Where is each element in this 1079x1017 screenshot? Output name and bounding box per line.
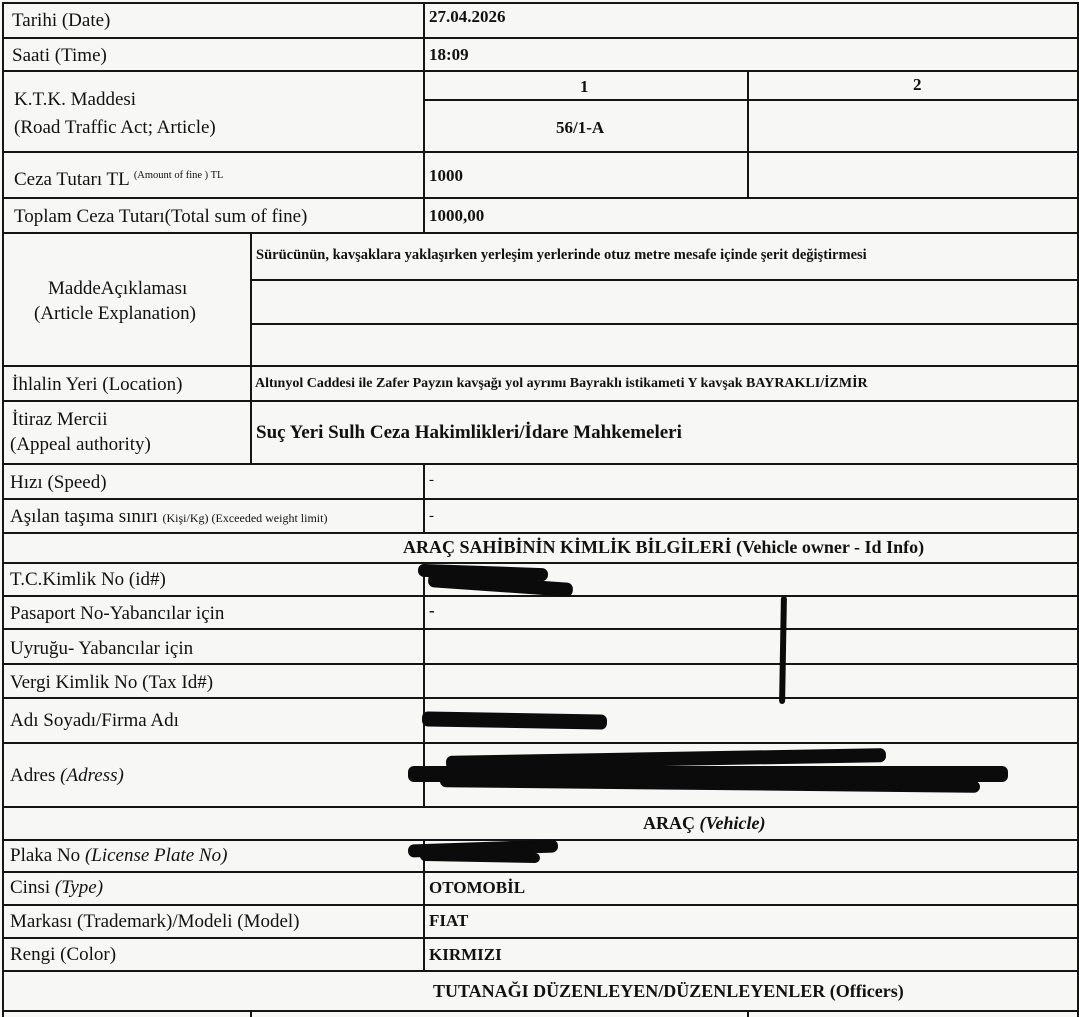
rule (747, 70, 749, 197)
rule (250, 279, 1079, 281)
weight-label (10, 507, 327, 526)
vehicle-section-title-tr: ARAÇ (643, 813, 700, 833)
rule (2, 365, 1079, 367)
vehicle-section-title-en: (Vehicle) (699, 813, 766, 833)
rule (2, 498, 1079, 500)
weight-label-small: (Kişi/Kg) (Exceeded weight limit) (162, 511, 328, 525)
vehicle-color-label: Rengi (Color) (10, 944, 117, 965)
owner-address-label-tr: Adres (10, 765, 61, 786)
owner-address-label-en: (Adress) (60, 765, 124, 786)
rule (250, 1010, 252, 1017)
rule (2, 628, 1079, 630)
speed-value: - (429, 472, 434, 488)
rule (2, 2, 1079, 4)
owner-id-label: T.C.Kimlik No (id#) (10, 569, 166, 590)
appeal-value: Suç Yeri Sulh Ceza Hakimlikleri/İdare Mahkemeleri (256, 422, 682, 443)
rule (2, 937, 1079, 939)
rule (2, 1010, 1079, 1012)
vehicle-brand-value: FIAT (429, 911, 469, 930)
rule (250, 232, 252, 463)
weight-value: - (429, 508, 434, 524)
rule (2, 806, 1079, 808)
article-label-line1: K.T.K. Maddesi (14, 89, 137, 110)
speed-label: Hızı (Speed) (10, 472, 107, 493)
rule (423, 463, 425, 532)
rule (423, 2, 425, 232)
article-col1-value: 56/1-A (556, 118, 605, 137)
vehicle-brand-label: Markası (Trademark)/Modeli (Model) (10, 911, 300, 932)
rule (2, 151, 1079, 153)
rule (2, 37, 1079, 39)
fine-value: 1000 (429, 166, 463, 185)
owner-name-label: Adı Soyadı/Firma Adı (10, 710, 179, 731)
rule (2, 697, 1079, 699)
rule (2, 70, 1079, 72)
article-col2-header: 2 (913, 75, 922, 94)
location-value: Altınyol Caddesi ile Zafer Payzın kavşağı yol ayrımı Bayraklı istikameti Y kavşak BAYRAKLI/İZMİR (255, 376, 868, 391)
location-label: İhlalin Yeri (Location) (12, 374, 183, 395)
rule (2, 595, 1079, 597)
rule (2, 532, 1079, 534)
date-value: 27.04.2026 (429, 7, 506, 26)
rule (2, 871, 1079, 873)
rule (2, 742, 1079, 744)
fine-label-small: (Amount of fine ) TL (133, 170, 224, 181)
time-label: Saati (Time) (12, 45, 107, 66)
vehicle-type-label-tr: Cinsi (10, 877, 55, 898)
vehicle-section-title (643, 814, 765, 832)
rule (747, 1010, 749, 1017)
vehicle-plate-label (10, 846, 227, 865)
vehicle-type-value: OTOMOBİL (429, 878, 526, 897)
owner-address-label (10, 766, 124, 785)
redaction-mark (422, 711, 607, 729)
owner-passport-label: Pasaport No-Yabancılar için (10, 603, 225, 624)
vehicle-type-label (10, 878, 103, 897)
rule (250, 323, 1079, 325)
fine-label (14, 170, 223, 189)
total-value: 1000,00 (429, 206, 485, 225)
redaction-mark (420, 851, 540, 863)
date-label: Tarihi (Date) (12, 10, 111, 31)
owner-passport-value: - (429, 601, 435, 620)
explanation-label-line1: MaddeAçıklaması (48, 278, 188, 299)
vehicle-type-label-en: (Type) (54, 877, 104, 898)
rule (2, 463, 1079, 465)
weight-label-main: Aşılan taşıma sınırı (10, 506, 163, 527)
total-label: Toplam Ceza Tutarı(Total sum of fine) (14, 206, 308, 227)
rule (2, 197, 1079, 199)
owner-nationality-label: Uyruğu- Yabancılar için (10, 638, 194, 659)
time-value: 18:09 (429, 45, 469, 64)
article-col1-header: 1 (580, 77, 589, 96)
explanation-value: Sürücünün, kavşaklara yaklaşırken yerleşim yerlerinde otuz metre mesafe içinde şerit değiştirmesi (256, 247, 867, 263)
rule (2, 663, 1079, 665)
rule (423, 99, 1079, 101)
rule (2, 562, 1079, 564)
rule (2, 904, 1079, 906)
rule (2, 232, 1079, 234)
owner-section-title: ARAÇ SAHİBİNİN KİMLİK BİLGİLERİ (Vehicle owner - Id Info) (403, 537, 925, 557)
appeal-label-line2: (Appeal authority) (10, 434, 151, 455)
vehicle-plate-label-tr: Plaka No (10, 845, 85, 866)
rule (2, 400, 1079, 402)
officers-section-title: TUTANAĞI DÜZENLEYEN/DÜZENLEYENLER (Officers) (433, 981, 904, 1001)
vehicle-color-value: KIRMIZI (429, 945, 502, 964)
owner-tax-label: Vergi Kimlik No (Tax Id#) (10, 672, 214, 693)
article-label-line2: (Road Traffic Act; Article) (14, 117, 216, 138)
rule (2, 2, 4, 1017)
rule (2, 970, 1079, 972)
appeal-label-line1: İtiraz Mercii (12, 409, 108, 430)
vehicle-plate-label-en: (License Plate No) (84, 845, 228, 866)
pen-stroke-mark (779, 596, 787, 704)
explanation-label-line2: (Article Explanation) (34, 303, 196, 324)
fine-label-main: Ceza Tutarı TL (14, 169, 134, 190)
